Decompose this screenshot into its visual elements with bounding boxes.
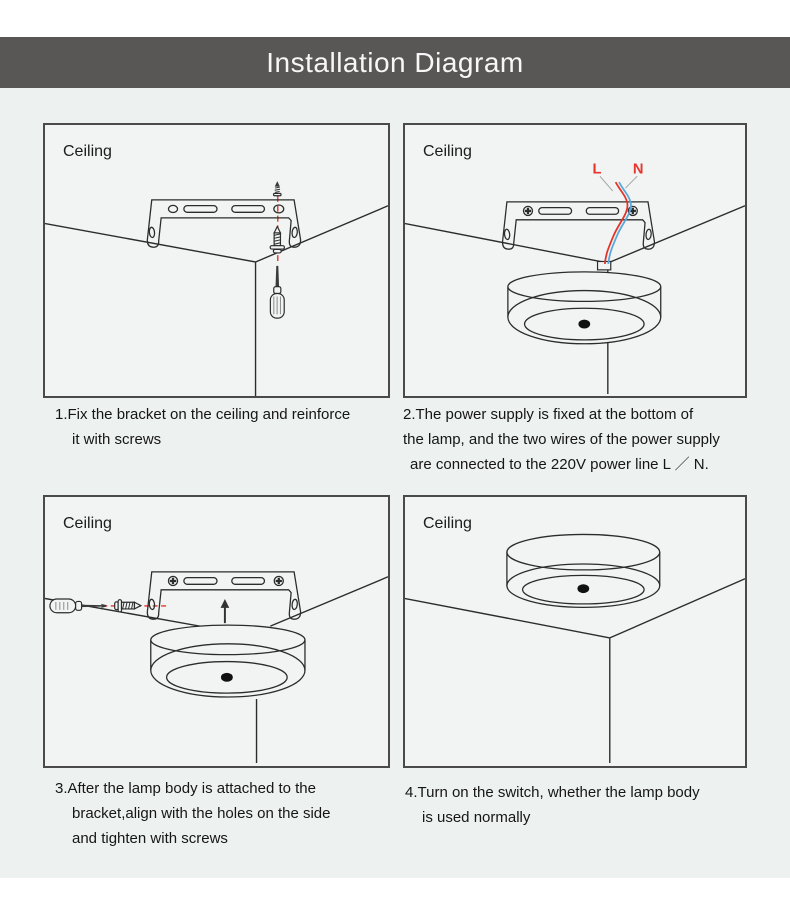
live-wire-label: L bbox=[592, 161, 602, 178]
screw-icon bbox=[270, 227, 284, 253]
screwdriver-icon bbox=[270, 266, 284, 318]
neutral-wire-label: N bbox=[632, 161, 644, 178]
caption-line: and tighten with screws bbox=[72, 830, 228, 847]
ceiling-label: Ceiling bbox=[423, 143, 472, 160]
step-4-drawing bbox=[405, 497, 745, 766]
caption-line: 4.Turn on the switch, whether the lamp body bbox=[405, 784, 700, 801]
phillips-screw-icon bbox=[274, 576, 283, 585]
caption-step-4 bbox=[405, 780, 700, 830]
phillips-screw-icon bbox=[523, 206, 532, 215]
step-2-drawing bbox=[405, 125, 745, 396]
lamp-body bbox=[508, 272, 661, 344]
panel-step-2 bbox=[403, 123, 747, 398]
title-bar bbox=[0, 37, 790, 88]
caption-line: bracket,align with the holes on the side bbox=[72, 805, 331, 822]
panel-step-4 bbox=[403, 495, 747, 768]
page-title: Installation Diagram bbox=[266, 46, 524, 78]
caption-step-1 bbox=[55, 402, 350, 452]
mounting-bracket bbox=[503, 202, 655, 249]
caption-line: 1.Fix the bracket on the ceiling and reinforce bbox=[55, 406, 351, 423]
step-1-drawing bbox=[45, 125, 388, 396]
lamp-body bbox=[507, 534, 660, 607]
ceiling-label: Ceiling bbox=[63, 143, 112, 160]
step-3-drawing bbox=[45, 497, 388, 766]
caption-line: 2.The power supply is fixed at the bottom of bbox=[403, 406, 694, 423]
up-arrow bbox=[221, 599, 230, 623]
screw-icon bbox=[115, 600, 141, 612]
caption-line: are connected to the 220V power line L ／ N. bbox=[410, 456, 709, 473]
screwdriver-icon bbox=[50, 599, 106, 613]
phillips-screw-icon bbox=[168, 576, 177, 585]
caption-step-3 bbox=[55, 776, 331, 851]
caption-step-2 bbox=[403, 402, 720, 477]
caption-line: 3.After the lamp body is attached to the bbox=[55, 780, 316, 797]
caption-line: it with screws bbox=[72, 431, 162, 448]
panel-step-1 bbox=[43, 123, 390, 398]
ceiling-corner-lines bbox=[45, 206, 388, 396]
panel-step-3 bbox=[43, 495, 390, 768]
lamp-body bbox=[151, 625, 305, 697]
caption-line: is used normally bbox=[422, 809, 531, 826]
screw-tip-icon bbox=[274, 181, 282, 196]
ceiling-label: Ceiling bbox=[423, 515, 472, 532]
ceiling-label: Ceiling bbox=[63, 515, 112, 532]
caption-line: the lamp, and the two wires of the power supply bbox=[403, 431, 720, 448]
